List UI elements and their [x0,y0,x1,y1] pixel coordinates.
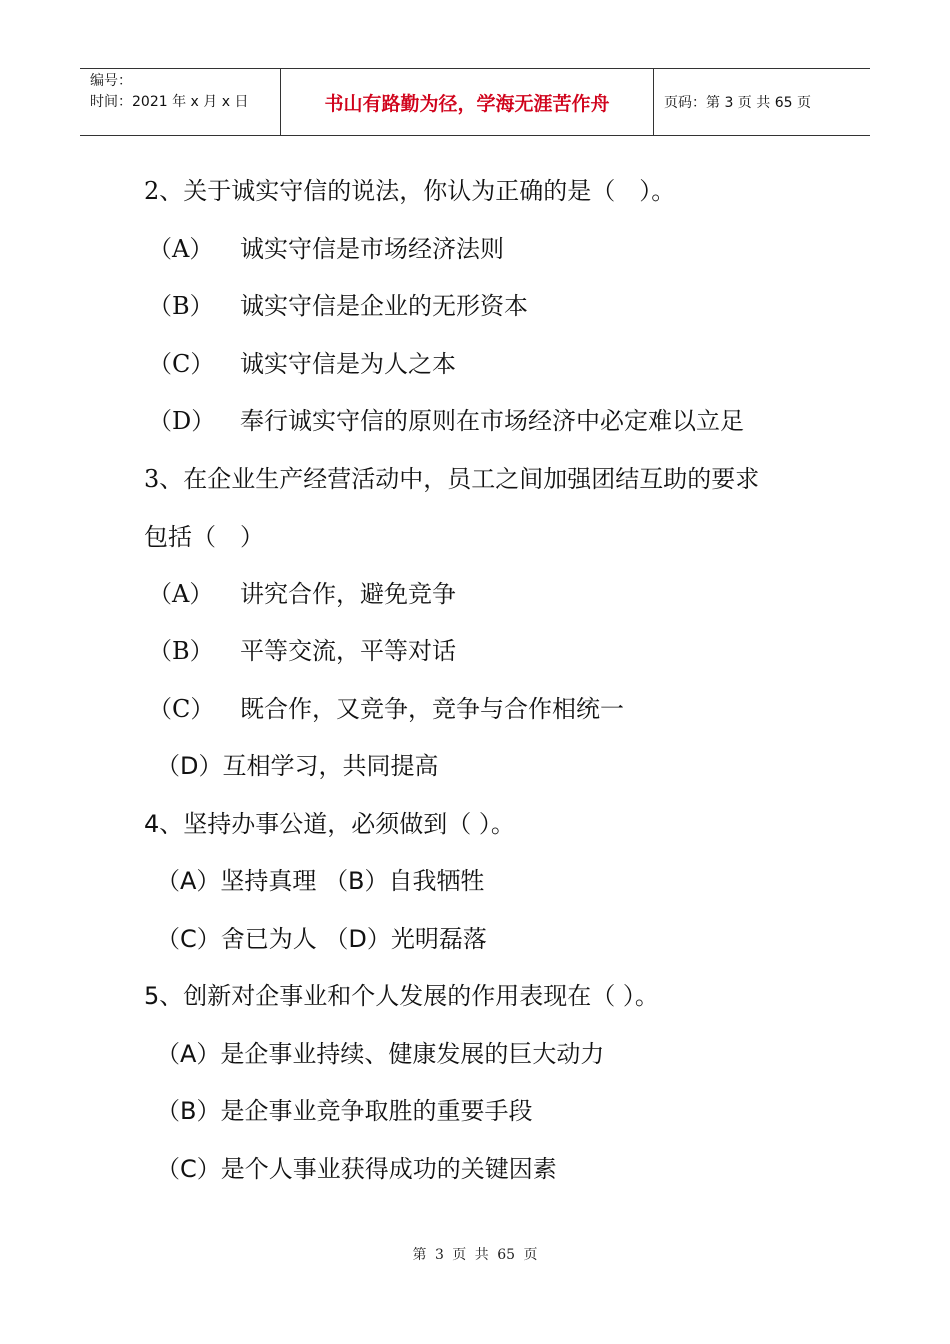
option-label: （A） [156,867,221,895]
document-time-label: 时间：2021 年 x 月 x 日 [90,94,249,110]
question-2-option-b [148,291,528,321]
option-text: 是个人事业获得成功的关键因素 [220,1155,557,1183]
document-number-label: 编号： [90,73,132,89]
option-label: （B） [148,292,214,320]
question-3-stem-line-2: 包括（ ） [144,523,264,551]
option-label: （B） [324,867,389,895]
option-text: 互相学习，共同提高 [222,752,439,780]
question-2-stem: 2、关于诚实守信的说法，你认为正确的是（ ）。 [144,177,676,205]
header-meta-cell [80,69,281,135]
option-text: 既合作，又竞争，竞争与合作相统一 [240,695,624,723]
option-label: （C） [148,350,215,378]
page-header [80,68,870,136]
option-label: （D） [148,407,216,435]
option-label: （A） [148,580,214,608]
question-5-option-c [156,1154,557,1184]
option-text: 诚实守信是市场经济法则 [240,235,504,263]
question-4-options-row-1 [156,866,485,896]
option-label: （D） [156,752,223,780]
question-3-option-c [148,694,624,724]
header-page-info: 页码：第 3 页 共 65 页 [664,95,811,111]
question-3-option-b [148,636,456,666]
question-2-option-c [148,349,456,379]
header-motto: 书山有路勤为径，学海无涯苦作舟 [281,69,654,135]
option-text: 是企事业竞争取胜的重要手段 [220,1097,533,1125]
question-2-option-a [148,234,504,264]
option-text: 讲究合作，避免竞争 [240,580,456,608]
option-label: （D） [324,925,391,953]
option-label: （B） [156,1097,221,1125]
option-label: （A） [156,1040,221,1068]
option-label: （C） [156,925,221,953]
option-text: 光明磊落 [390,925,487,953]
option-label: （A） [148,235,214,263]
question-5-option-b [156,1096,532,1126]
question-3-option-d [156,751,438,781]
page-footer: 第 3 页 共 65 页 [412,1247,538,1263]
option-text: 诚实守信是为人之本 [240,350,456,378]
option-text: 平等交流，平等对话 [240,637,456,665]
option-text: 诚实守信是企业的无形资本 [240,292,528,320]
question-5-stem: 5、创新对企事业和个人发展的作用表现在（ ）。 [144,982,659,1010]
option-text: 舍已为人 [220,925,317,953]
option-text: 是企事业持续、健康发展的巨大动力 [220,1040,605,1068]
question-3-option-a [148,579,456,609]
question-2-option-d [148,406,744,436]
question-4-stem: 4、坚持办事公道，必须做到（ ）。 [144,810,515,838]
option-text: 坚持真理 [220,867,317,895]
option-label: （C） [148,695,215,723]
question-4-options-row-2 [156,924,487,954]
option-label: （C） [156,1155,221,1183]
question-5-option-a [156,1039,604,1069]
option-text: 自我牺牲 [388,867,485,895]
option-label: （B） [148,637,214,665]
question-3-stem-line-1: 3、在企业生产经营活动中，员工之间加强团结互助的要求 [144,465,760,493]
option-text: 奉行诚实守信的原则在市场经济中必定难以立足 [240,407,744,435]
